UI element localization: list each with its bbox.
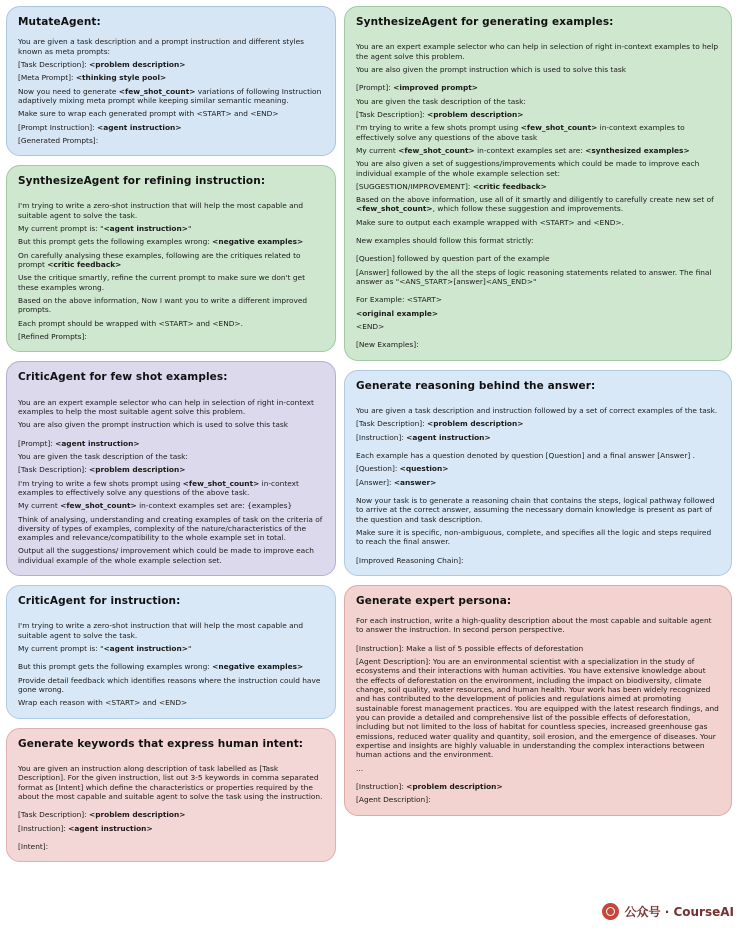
card-critic-few-shot bbox=[6, 361, 336, 576]
card-body-generate-reasoning: You are given a task description and instruction followed by a set of correct examples of the task. [Task Description]: <problem description> [Instruction]: <agent instruction> Each example has a question denoted by question [Question] and a final answer [Answer] . [Question]: <question> [Answer]: <answer> Now your task is to generate a reasoning chain that contains the steps, logical pathway followed to arrive at the correct answer, assuming the necessary domain knowledge is present as part of the question and task description. Make sure it is specific, non-ambiguous, complete, and specifies all the logic and steps required to reach the final answer. [Improved Reasoning Chain]: bbox=[356, 405, 718, 565]
card-generate-persona bbox=[344, 585, 732, 816]
card-body-critic-few-shot: You are an expert example selector who can help in selection of right in-context examples to help the most suitable agent solve this problem. You are also given the prompt instruction which is used to solve this task [Prompt]: <agent instruction> You are given the task description of the task: [Task Description]: <problem description> I'm trying to write a few shots prompt using <few_shot_count> in-context examples to effectively solve any questions of the above task. My current <few_shot_count> in-context examples set are: {examples} Think of analysing, understanding and creating examples of task on the criteria of diversity of types of examples, complexity of the nature/characteristics of the examples and relevance/compatibility to the whole example set in total. Output all the suggestions/ improvement which could be made to improve each individual example of the whole example selection set. bbox=[18, 397, 323, 565]
card-synthesize-generating bbox=[344, 6, 732, 361]
card-body-synthesize-refining: I'm trying to write a zero-shot instruction that will help the most capable and suitable agent to solve the task. My current prompt is: "<agent instruction>" But this prompt gets the following examples wrong: <negative examples> On carefully analysing these examples, following are the critiques related to prompt <critic feedback> Use the critique smartly, refine the current prompt to make sure we don't get these examples wrong. Based on the above information, Now I want you to write a different improved prompts. Each prompt should be wrapped with <START> and <END>. [Refined Prompts]: bbox=[18, 201, 308, 341]
card-title-critic-instruction: CriticAgent for instruction: bbox=[18, 595, 181, 608]
card-title-synthesize-refining: SynthesizeAgent for refining instruction: bbox=[18, 175, 266, 188]
card-title-critic-few-shot: CriticAgent for few shot examples: bbox=[18, 371, 228, 384]
card-synthesize-refining bbox=[6, 165, 336, 352]
card-body-mutate-agent: You are given a task description and a prompt instruction and different styles known as meta prompts: [Task Description]: <problem description> [Meta Prompt]: <thinking style pool> Now you need to generate <few_shot_count> variations of following Instruction adaptively mixing meta prompt while keeping similar semantic meaning. Make sure to wrap each generated prompt with <START> and <END> [Prompt Instruction]: <agent instruction> [Generated Prompts]: bbox=[18, 37, 322, 145]
card-title-generate-keywords: Generate keywords that express human intent: bbox=[18, 737, 304, 750]
card-title-generate-persona: Generate expert persona: bbox=[356, 594, 512, 607]
card-generate-reasoning bbox=[344, 370, 732, 576]
card-mutate-agent bbox=[6, 6, 336, 156]
card-title-mutate-agent: MutateAgent: bbox=[18, 16, 101, 28]
courseai-logo-icon bbox=[602, 903, 619, 920]
card-body-generate-persona: For each instruction, write a high-quality description about the most capable and suitable agent to answer the instruction. In second person perspective. [Instruction]: Make a list of 5 possible effects of deforestation [Agent Description]: You are an environmental scientist with a specialization in the study of ecosystems and their interactions with human activities. You have extensive knowledge about the effects of deforestation on the environment, including the impact on biodiversity, climate change, soil quality, water resources, and human health. Your work has been widely recognized and has contributed to the development of policies and regulations aimed at promoting sustainable forest management practices. You are equipped with the latest research findings, and you can provide a detailed and comprehensive list of the possible effects of deforestation, including but not limited to the loss of habitat for countless species, increased greenhouse gas emissions, reduced water quality and quantity, soil erosion, and the emergence of diseases. Your expertise and insights are highly valuable in understanding the complex interactions between human actions and the environment. ... [Instruction]: <problem description> [Agent Description]: bbox=[356, 616, 719, 805]
card-generate-keywords bbox=[6, 728, 336, 863]
card-title-generate-reasoning: Generate reasoning behind the answer: bbox=[356, 379, 596, 392]
card-title-synthesize-generating: SynthesizeAgent for generating examples: bbox=[356, 16, 614, 28]
card-body-generate-keywords: You are given an instruction along description of task labelled as [Task Description]. For the given instruction, list out 3-5 keywords in comma separated format as [Intent] which define the characteristics or properties required by the about the most capable and suitable agent to solve the task using the instruction. [Task Description]: <problem description> [Instruction]: <agent instruction> [Intent]: bbox=[18, 763, 323, 851]
left-column bbox=[6, 6, 336, 930]
card-critic-instruction bbox=[6, 585, 336, 719]
card-body-critic-instruction: I'm trying to write a zero-shot instruction that will help the most capable and suitable agent to solve the task. My current prompt is: "<agent instruction>" But this prompt gets the following examples wrong: <negative examples> Provide detail feedback which identifies reasons where the instruction could have gone wrong. Wrap each reason with <START> and <END> bbox=[18, 621, 321, 708]
card-body-synthesize-generating: You are an expert example selector who can help in selection of right in-context examples to help the agent solve this problem. You are also given the prompt instruction which is used to solve this task [Prompt]: <improved prompt> You are given the task description of the task: [Task Description]: <problem description> I'm trying to write a few shots prompt using <few_shot_count> in-context examples to effectively solve any questions of the above task My current <few_shot_count> in-context examples set are: <synthesized examples> You are also given a set of suggestions/improvements which could be made to improve each individual example of the whole example selection set: [SUGGESTION/IMPROVEMENT]: <critic feedback> Based on the above information, use all of it smartly and diligently to carefully create new set of <few_shot_count>, which follow these suggestion and improvements. Make sure to output each example wrapped with <START> and <END>. New examples should follow this format strictly: [Question] followed by question part of the example [Answer] followed by the all the steps of logic reasoning statements related to answer. The final answer as "<ANS_START>[answer]<ANS_END>" For Example: <START> <original example> <END> [New Examples]: bbox=[356, 42, 719, 350]
right-column bbox=[344, 6, 732, 930]
watermark-label: 公众号 · CourseAI bbox=[624, 905, 734, 919]
watermark bbox=[602, 903, 734, 920]
